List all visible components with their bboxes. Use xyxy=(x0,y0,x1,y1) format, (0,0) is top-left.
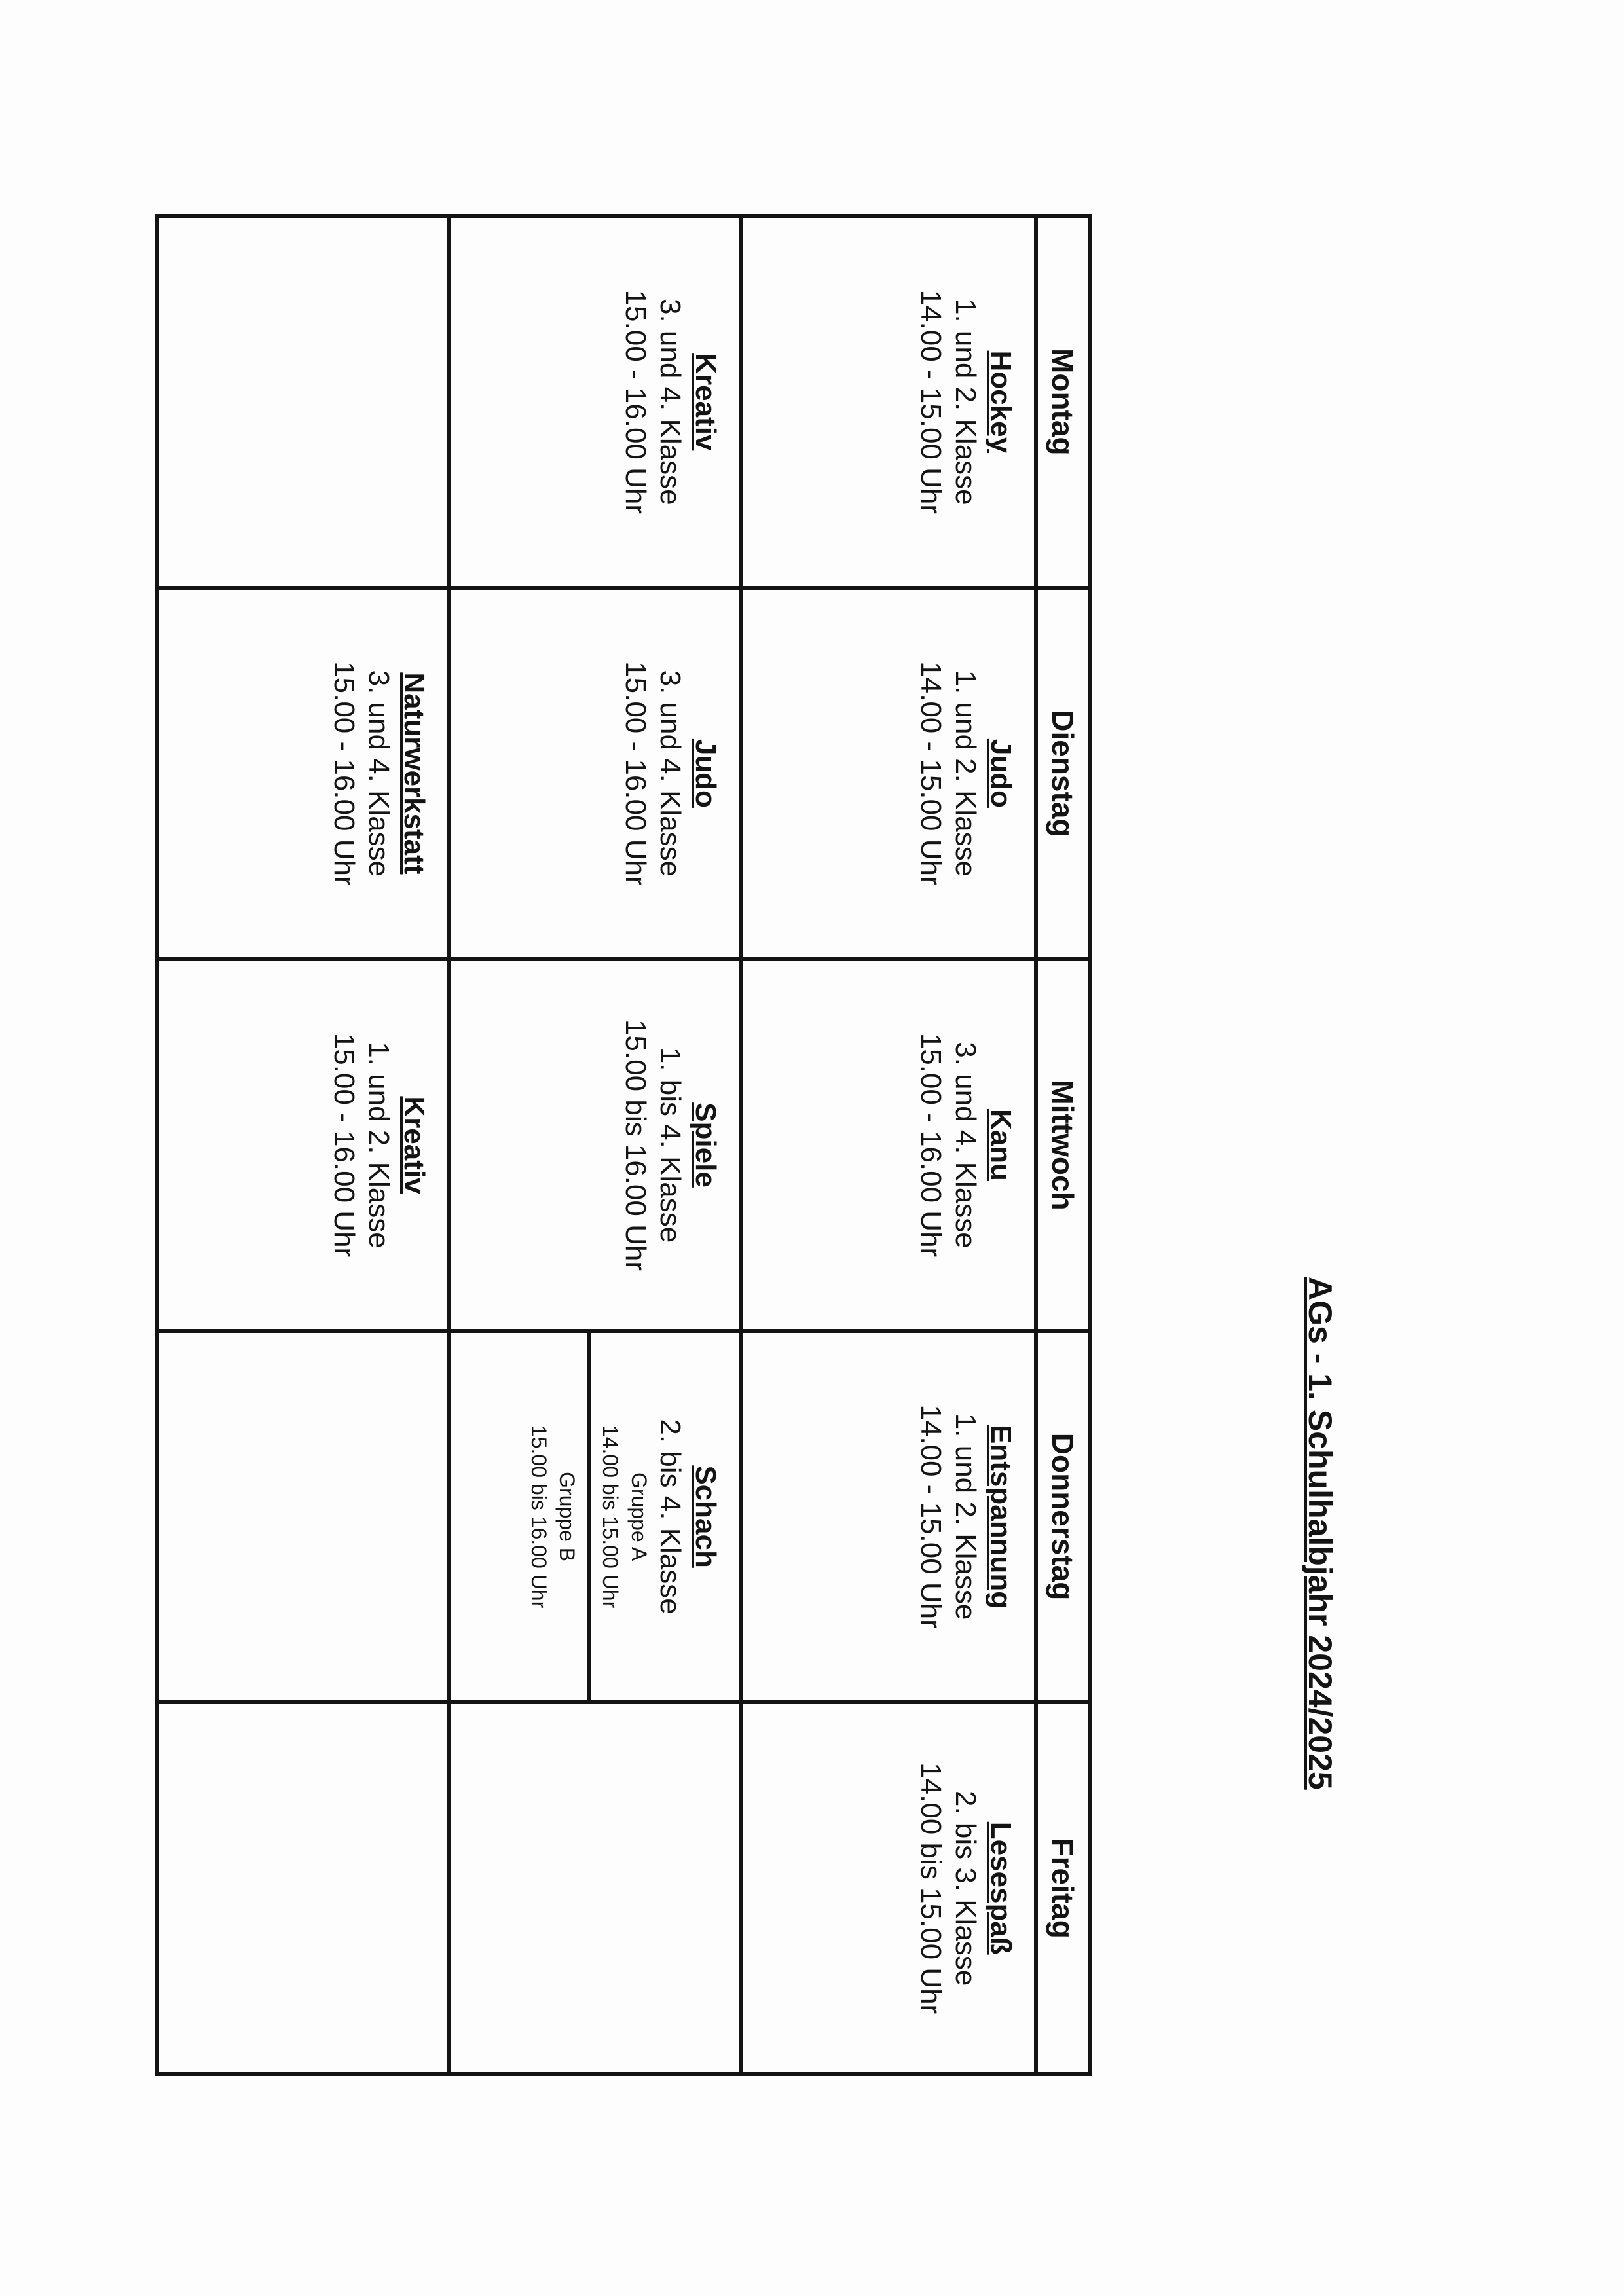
ag-name: Kanu xyxy=(985,1108,1017,1181)
ag-time: 15.00 - 16.00 Uhr xyxy=(619,289,652,515)
ag-time: 15.00 - 16.00 Uhr xyxy=(327,1032,360,1258)
group-time: 14.00 bis 15.00 Uhr xyxy=(599,1425,623,1609)
cell-dienstag-3 xyxy=(157,588,449,960)
ag-time: 14.00 - 15.00 Uhr xyxy=(914,289,947,515)
header-row xyxy=(1036,216,1090,2074)
ag-class: 3. und 4. Klasse xyxy=(654,670,687,877)
ag-time: 14.00 bis 15.00 Uhr xyxy=(914,1762,947,2014)
cell-mittwoch-1 xyxy=(741,959,1036,1331)
schach-group-a xyxy=(587,1333,723,1701)
table-row xyxy=(157,216,449,2074)
header-montag: Montag xyxy=(1036,216,1090,588)
ag-class: 2. bis 3. Klasse xyxy=(950,1791,982,1986)
cell-freitag-3 xyxy=(157,1702,449,2074)
cell-freitag-1 xyxy=(741,1702,1036,2074)
group-label: Gruppe B xyxy=(555,1472,580,1562)
ag-time: 14.00 - 15.00 Uhr xyxy=(914,661,947,886)
ag-class: 3. und 4. Klasse xyxy=(363,670,396,877)
table-row xyxy=(449,216,741,2074)
ag-name: Naturwerkstatt xyxy=(398,672,430,875)
ag-time: 15.00 - 16.00 Uhr xyxy=(327,661,360,886)
ag-class: 1. und 2. Klasse xyxy=(950,670,982,877)
ag-time: 15.00 - 16.00 Uhr xyxy=(619,661,652,886)
ag-time: 14.00 - 15.00 Uhr xyxy=(914,1404,947,1629)
group-label: Gruppe A xyxy=(627,1472,651,1561)
ag-name: Judo xyxy=(690,738,722,808)
schedule-table xyxy=(155,214,1092,2076)
table-row xyxy=(741,216,1036,2074)
schach-group-b xyxy=(525,1333,587,1701)
ag-class: 1. bis 4. Klasse xyxy=(654,1047,687,1243)
group-time: 15.00 bis 16.00 Uhr xyxy=(527,1425,551,1609)
cell-mittwoch-3 xyxy=(157,959,449,1331)
cell-donnerstag-3 xyxy=(157,1331,449,1703)
ag-name: Schach xyxy=(690,1465,722,1568)
ag-name: Kreativ xyxy=(690,353,722,451)
ag-name: Lesespaß xyxy=(985,1821,1017,1955)
cell-donnerstag-1 xyxy=(741,1331,1036,1703)
ag-name: Kreativ xyxy=(398,1096,430,1194)
ag-time: 15.00 bis 16.00 Uhr xyxy=(619,1019,652,1271)
ag-class: 1. und 2. Klasse xyxy=(950,299,982,505)
cell-freitag-2 xyxy=(449,1702,741,2074)
ag-name: Judo xyxy=(985,738,1017,808)
header-mittwoch: Mittwoch xyxy=(1036,959,1090,1331)
page-title: AGs - 1. Schulhalbjahr 2024/2025 xyxy=(1302,1277,1338,1790)
cell-donnerstag-2 xyxy=(449,1331,741,1703)
header-dienstag: Dienstag xyxy=(1036,588,1090,960)
ag-class: 2. bis 4. Klasse xyxy=(654,1419,687,1614)
ag-time: 15.00 - 16.00 Uhr xyxy=(914,1032,947,1258)
ag-class: 3. und 4. Klasse xyxy=(950,1042,982,1248)
ag-class: 1. und 2. Klasse xyxy=(363,1042,396,1248)
cell-mittwoch-2 xyxy=(449,959,741,1331)
ag-class: 1. und 2. Klasse xyxy=(950,1413,982,1620)
cell-dienstag-2 xyxy=(449,588,741,960)
header-freitag: Freitag xyxy=(1036,1702,1090,2074)
cell-montag-2 xyxy=(449,216,741,588)
ag-name: Entspannung xyxy=(985,1425,1017,1609)
header-donnerstag: Donnerstag xyxy=(1036,1331,1090,1703)
ag-name: Hockey xyxy=(985,350,1017,454)
ag-class: 3. und 4. Klasse xyxy=(654,299,687,505)
cell-dienstag-1 xyxy=(741,588,1036,960)
ag-name: Spiele xyxy=(690,1102,722,1188)
cell-montag-1 xyxy=(741,216,1036,588)
cell-montag-3 xyxy=(157,216,449,588)
